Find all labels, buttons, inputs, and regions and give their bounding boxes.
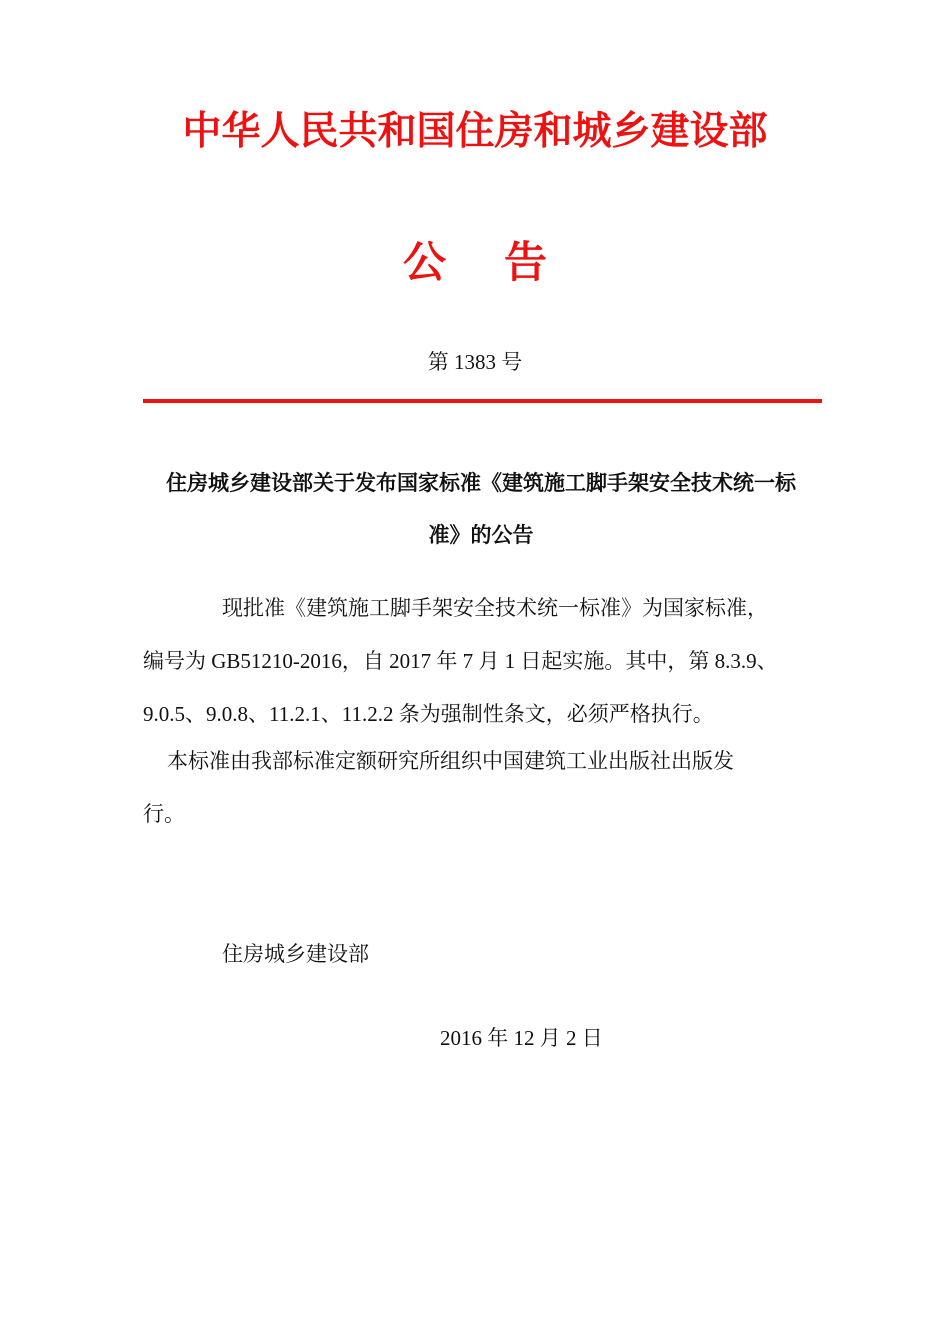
notice-title-line: 准》的公告 [428,523,534,547]
issue-date: 2016 年 12 月 2 日 [440,1026,603,1050]
announcement-char-left: 公 [403,240,446,287]
notice-title-line: 住房城乡建设部关于发布国家标准《建筑施工脚手架安全技术统一标 [166,471,796,495]
paragraph-line: 编号为 GB51210-2016，自 2017 年 7 月 1 日起实施。其中，第 8.3.9、 [143,649,778,673]
body-paragraph-approval [143,582,823,741]
paragraph-line: 行。 [143,802,185,826]
announcement-heading [0,236,950,292]
paragraph-line: 本标准由我部标准定额研究所组织中国建筑工业出版社出版发 [167,749,734,773]
document-number: 第 1383 号 [427,350,523,374]
red-divider-rule [143,399,822,403]
issuing-authority-signature: 住房城乡建设部 [222,942,369,966]
announcement-char-right: 告 [504,240,547,287]
paragraph-line: 9.0.5、9.0.8、11.2.1、11.2.2 条为强制性条文，必须严格执行。 [143,702,714,726]
body-paragraph-publishing [143,735,823,841]
paragraph-line: 现批准《建筑施工脚手架安全技术统一标准》为国家标准， [222,596,768,620]
ministry-title: 中华人民共和国住房和城乡建设部 [182,110,768,153]
notice-title [143,457,819,561]
